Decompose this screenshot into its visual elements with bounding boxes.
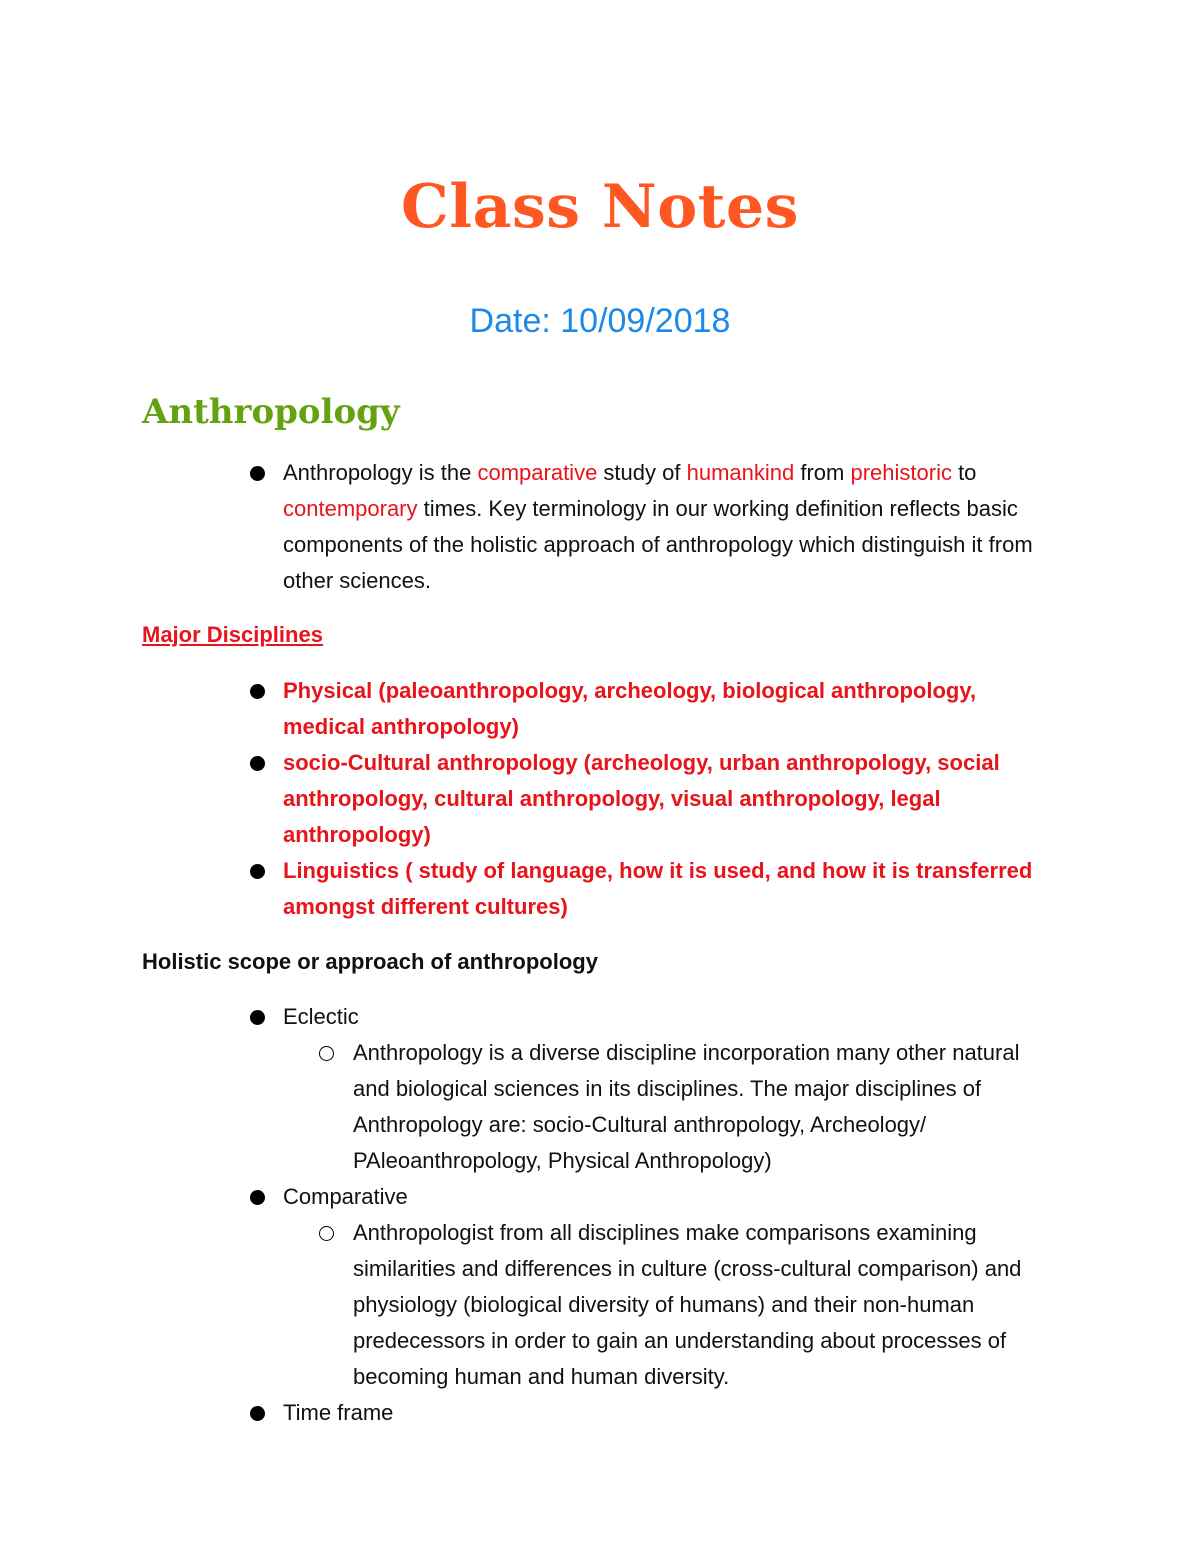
intro-keyword-contemporary: contemporary [283, 496, 418, 521]
disciplines-list [0, 673, 1200, 925]
discipline-text: socio-Cultural anthropology (archeology, urban anthropology, social anthropology, cultural anthropology, visual anthropology, legal anthropology) [283, 750, 1000, 847]
bullet-icon [250, 1190, 265, 1205]
document-date: Date: 10/09/2018 [469, 302, 731, 340]
intro-keyword-prehistoric: prehistoric [850, 460, 952, 485]
holistic-subitem-text: Anthropologist from all disciplines make comparisons examining similarities and differences in culture (cross-cultural comparison) and physiology (biological diversity of humans) and their non-human predecessors in order to gain an understanding about processes of becoming human and human diversity. [353, 1220, 1022, 1389]
holistic-list [0, 999, 1200, 1431]
holistic-subitem-text: Anthropology is a diverse discipline incorporation many other natural and biological sciences in its disciplines. The major disciplines of Anthropology are: socio-Cultural anthropology, Archeology/ PAleoanthropology, Physical Anthropology) [353, 1040, 1020, 1173]
intro-text-2: study of [597, 460, 687, 485]
intro-list-item [283, 455, 1043, 599]
discipline-item-socio-cultural [283, 745, 1043, 853]
discipline-item-physical [283, 673, 1043, 745]
holistic-item-time-frame [283, 1395, 1043, 1431]
section-heading-anthropology: Anthropology [142, 392, 400, 432]
holistic-heading: Holistic scope or approach of anthropology [142, 949, 598, 974]
bullet-icon [250, 1010, 265, 1025]
bullet-icon [250, 864, 265, 879]
bullet-icon [250, 684, 265, 699]
holistic-subitem-comparative [353, 1215, 1043, 1395]
hollow-bullet-icon [319, 1226, 334, 1241]
bullet-icon [250, 1406, 265, 1421]
discipline-item-linguistics [283, 853, 1043, 925]
intro-keyword-comparative: comparative [477, 460, 598, 485]
intro-text-3: from [794, 460, 851, 485]
document-title: Class Notes [401, 172, 799, 242]
holistic-item-label: Eclectic [283, 1004, 359, 1029]
major-disciplines-heading: Major Disciplines [142, 622, 323, 647]
discipline-text: Linguistics ( study of language, how it is used, and how it is transferred amongst different cultures) [283, 858, 1033, 919]
hollow-bullet-icon [319, 1046, 334, 1061]
intro-block [0, 455, 1200, 599]
intro-text-1: Anthropology is the [283, 460, 478, 485]
discipline-text: Physical (paleoanthropology, archeology, biological anthropology, medical anthropology) [283, 678, 977, 739]
intro-keyword-humankind: humankind [686, 460, 795, 485]
holistic-subitem-eclectic [353, 1035, 1043, 1179]
intro-text-4: to [951, 460, 977, 485]
bullet-icon [250, 756, 265, 771]
holistic-item-label: Time frame [283, 1400, 394, 1425]
holistic-item-comparative [283, 1179, 1043, 1215]
holistic-item-label: Comparative [283, 1184, 408, 1209]
holistic-item-eclectic [283, 999, 1043, 1035]
bullet-icon [250, 466, 265, 481]
intro-text-5: times. Key terminology in our working definition reflects basic components of the holistic approach of anthropology which distinguish it from other sciences. [283, 496, 1033, 593]
